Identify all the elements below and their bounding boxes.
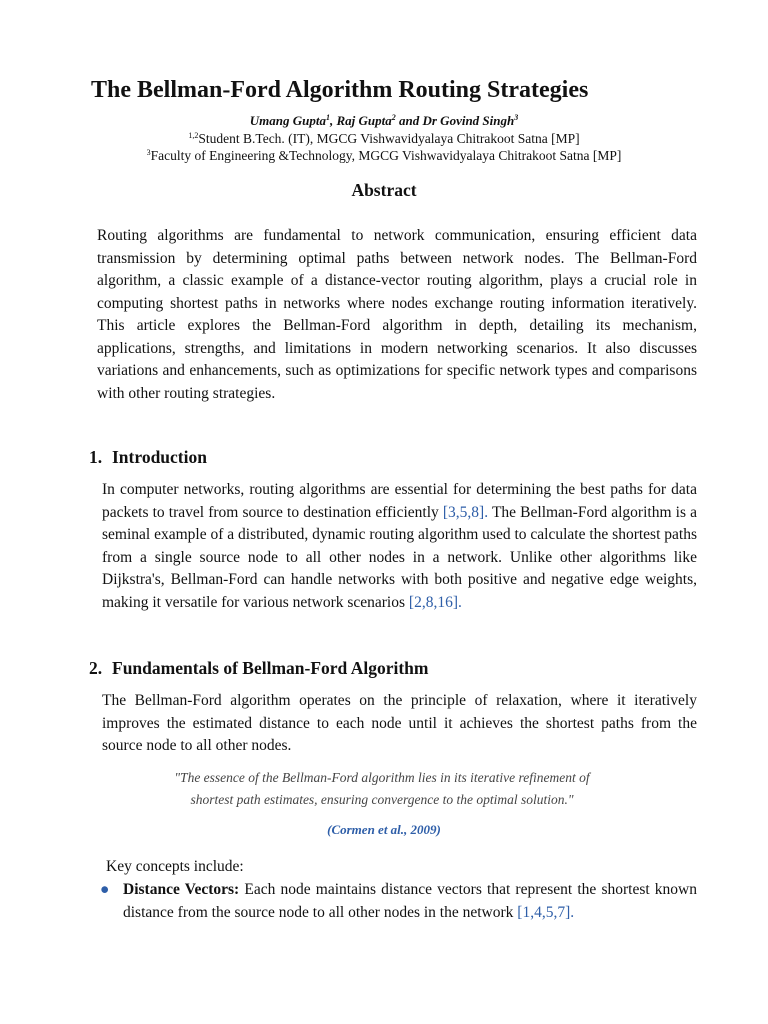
author-name: Raj Gupta: [336, 113, 392, 128]
affiliation: [0, 130, 768, 147]
paragraph-text: Each node maintains distance vectors that represent the shortest known distance from the source node to all other nodes in the network: [123, 881, 698, 921]
section-heading: [89, 446, 207, 468]
author-affiliation-mark: 2: [391, 113, 396, 122]
section-title: Fundamentals of Bellman-Ford Algorithm: [112, 658, 429, 678]
list-item-term: Distance Vectors:: [123, 881, 240, 898]
affiliation: [0, 147, 768, 164]
author-line: [0, 113, 768, 129]
author-separator: and: [395, 113, 423, 128]
key-concepts-label: Key concepts include:: [106, 858, 244, 875]
section-number: 1.: [89, 447, 103, 467]
citation-link[interactable]: [2,8,16].: [408, 593, 462, 611]
author-separator: ,: [329, 113, 337, 128]
quote-line: "The essence of the Bellman-Ford algorithm lies in its iterative refinement of: [174, 770, 590, 785]
author-affiliation-mark: 1: [325, 113, 330, 122]
section-heading: [89, 657, 428, 679]
paragraph-text: The Bellman-Ford algorithm is a seminal example of a distributed, dynamic routing algorithm used to calculate the shortest paths from a single source node to all other nodes in a network. Unlike other algorithms like Dijkstra's, Bellman-Ford can handle networks with both positive and negative edge weights, making it versatile for various network scenarios: [102, 503, 697, 611]
affiliation-mark: 1,2: [188, 131, 199, 140]
abstract-heading: Abstract: [351, 180, 417, 200]
author-name: Dr Govind Singh: [422, 113, 515, 128]
affiliation-text: Student B.Tech. (IT), MGCG Vishwavidyalaya Chitrakoot Satna [MP]: [198, 131, 580, 146]
fundamentals-paragraph: The Bellman-Ford algorithm operates on the principle of relaxation, where it iteratively improves the estimated distance to each node until it achieves the shortest paths from the source node to all other nodes.: [102, 692, 697, 754]
quote-line: shortest path estimates, ensuring convergence to the optimal solution.": [190, 792, 574, 807]
citation-link[interactable]: [3,5,8].: [442, 503, 489, 521]
citation-link[interactable]: [1,4,5,7].: [517, 903, 575, 921]
author-name: Umang Gupta: [249, 113, 326, 128]
list-item-text: [123, 879, 697, 924]
quote-citation[interactable]: (Cormen et al., 2009): [327, 822, 441, 837]
affiliation-mark: 3: [146, 148, 151, 157]
section-number: 2.: [89, 658, 103, 678]
introduction-paragraph: [102, 479, 697, 614]
paper-title: The Bellman-Ford Algorithm Routing Strategies: [91, 77, 589, 103]
abstract-text: Routing algorithms are fundamental to network communication, ensuring efficient data transmission by determining optimal paths between network nodes. The Bellman-Ford algorithm, a classic example of a distance-vector routing algorithm, plays a crucial role in computing shortest paths in networks where nodes exchange routing information iteratively. This article explores the Bellman-Ford algorithm in depth, detailing its mechanism, applications, strengths, and limitations in modern networking scenarios. It also discusses variations and enhancements, such as optimizations for specific network types and comparisons with other routing strategies.: [97, 227, 697, 402]
bullet-icon: ●: [100, 881, 110, 898]
author-affiliation-mark: 3: [514, 113, 519, 122]
section-title: Introduction: [112, 447, 207, 467]
affiliation-text: Faculty of Engineering &Technology, MGCG Vishwavidyalaya Chitrakoot Satna [MP]: [150, 148, 622, 163]
paragraph-text: In computer networks, routing algorithms are essential for determining the best paths for data packets to travel from source to destination efficiently: [102, 481, 697, 521]
